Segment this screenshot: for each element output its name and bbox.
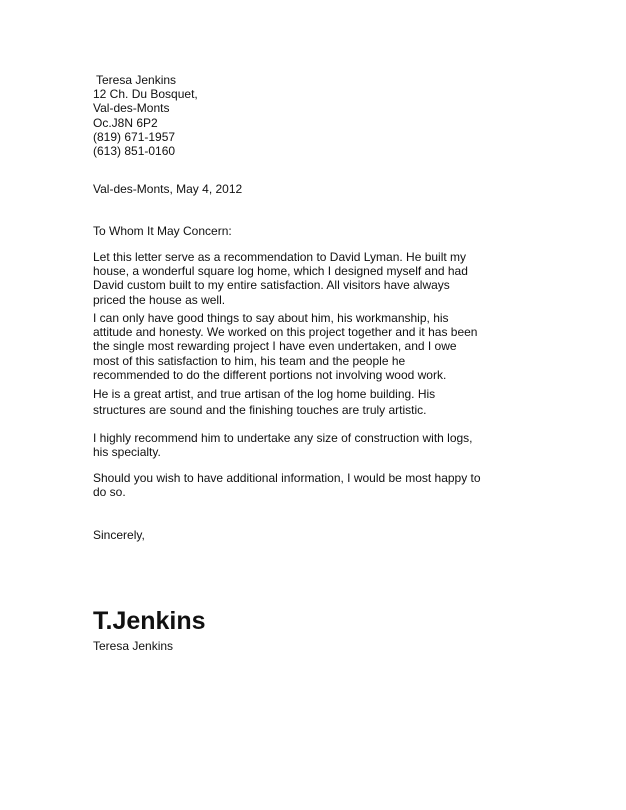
signer-name: Teresa Jenkins [93, 639, 174, 653]
date-line: Val-des-Monts, May 4, 2012 [93, 182, 243, 196]
sender-city: Val-des-Monts [93, 101, 170, 116]
body-paragraph-4: I highly recommend him to undertake any size of construction with logs, his specialty. [93, 431, 473, 460]
sender-phone-1: (819) 671-1957 [93, 129, 176, 144]
body-paragraph-1: Let this letter serve as a recommendation to David Lyman. He built my house, a wonderful square log home, which I designed myself and had David custom built to my entire satisfaction. All visitors have always priced the house as well. [93, 250, 468, 307]
closing: Sincerely, [93, 528, 145, 542]
body-paragraph-3: He is a great artist, and true artisan of the log home building. His structures are sound and the finishing touches are truly artistic. [93, 387, 436, 417]
salutation: To Whom It May Concern: [93, 224, 232, 238]
signature: T.Jenkins [93, 607, 206, 635]
sender-address [93, 73, 198, 158]
sender-postal-code: Oc.J8N 6P2 [93, 115, 158, 130]
sender-street: 12 Ch. Du Bosquet, [93, 87, 198, 102]
sender-name: Teresa Jenkins [96, 73, 177, 87]
sender-phone-2: (613) 851-0160 [93, 144, 176, 159]
body-paragraph-2: I can only have good things to say about him, his workmanship, his attitude and honesty. We worked on this project together and it has been the single most rewarding project I have even undertaken, and I owe most of this satisfaction to him, his team and the people he recommended to do the different portions not involving wood work. [93, 311, 478, 382]
body-paragraph-5: Should you wish to have additional information, I would be most happy to do so. [93, 471, 481, 500]
